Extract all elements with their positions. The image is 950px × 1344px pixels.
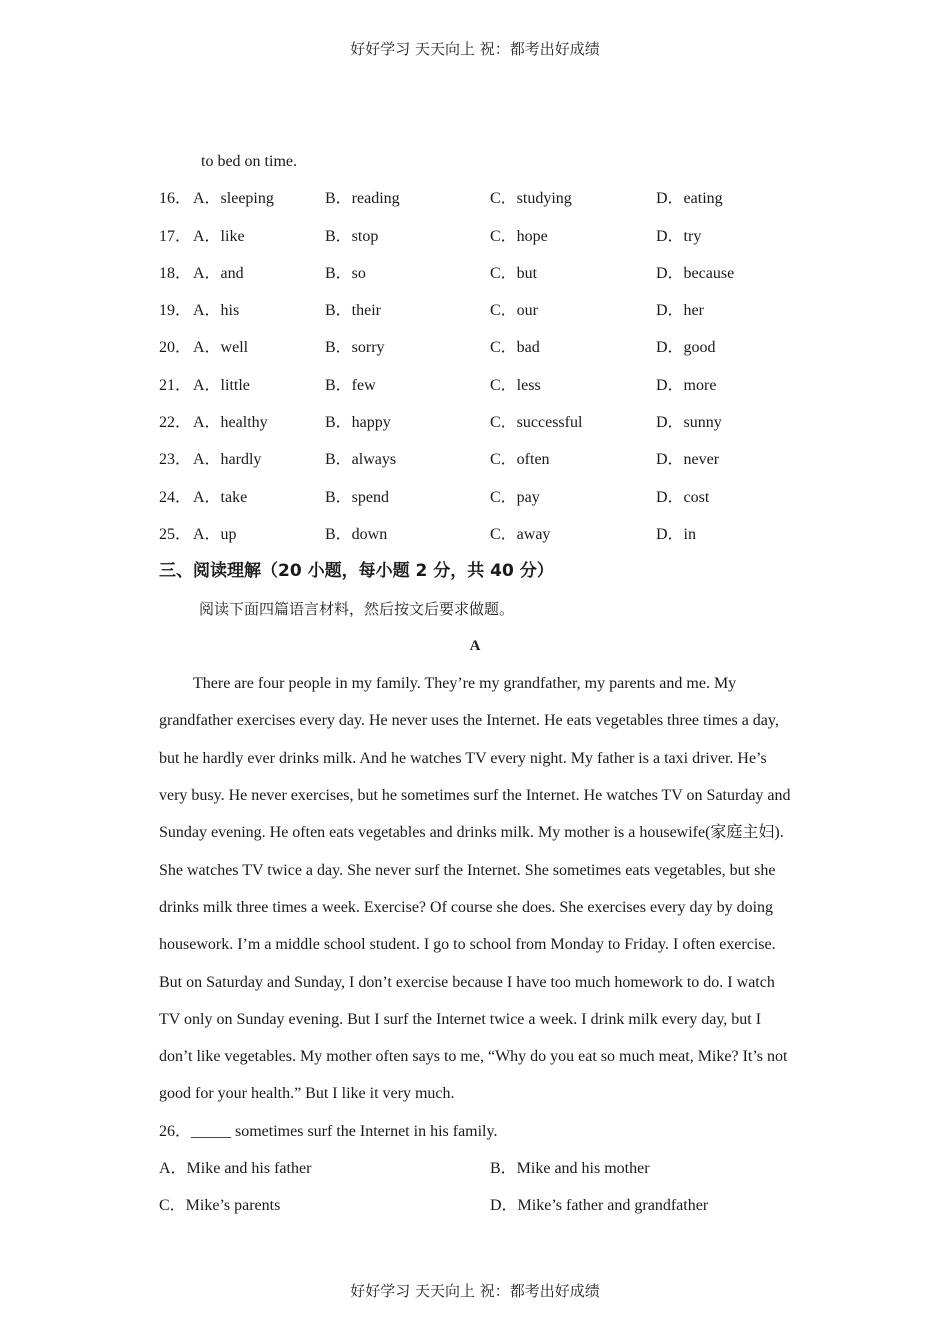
option-c: C．successful — [490, 414, 583, 432]
cloze-question-row — [159, 479, 791, 516]
question-26-option-b: B．Mike and his mother — [490, 1160, 650, 1178]
question-number: 17． — [159, 227, 192, 245]
question-number: 23． — [159, 451, 192, 469]
option-d: D．her — [656, 302, 704, 320]
option-b: B．sorry — [325, 339, 385, 357]
cloze-question-row — [159, 516, 791, 553]
option-d: D．because — [656, 264, 735, 282]
option-a: A．like — [193, 227, 245, 245]
carry-over-line: to bed on time. — [201, 153, 297, 170]
option-a: A．his — [193, 302, 240, 320]
cloze-question-row — [159, 180, 791, 217]
option-d: D．good — [656, 339, 716, 357]
option-c: C．less — [490, 376, 541, 394]
option-c: C．our — [490, 302, 539, 320]
option-b: B．reading — [325, 190, 400, 208]
question-number: 24． — [159, 488, 192, 506]
option-b: B．so — [325, 264, 366, 282]
option-c: C．bad — [490, 339, 540, 357]
option-c: C．often — [490, 451, 550, 469]
page-header: 好好学习 天天向上 祝：都考出好成绩 — [350, 40, 600, 58]
section-title: 三、阅读理解（20 小题，每小题 2 分，共 40 分） — [159, 561, 554, 582]
question-number: 19． — [159, 302, 192, 320]
question-26-option-c: C．Mike’s parents — [159, 1197, 281, 1215]
option-d: D．sunny — [656, 414, 722, 432]
option-b: B．always — [325, 451, 397, 469]
cloze-question-row — [159, 255, 791, 292]
option-a: A．little — [193, 376, 250, 394]
option-d: D．in — [656, 525, 697, 543]
option-b: B．spend — [325, 488, 390, 506]
question-number: 22． — [159, 414, 192, 432]
question-number: 20． — [159, 339, 192, 357]
passage-label: A — [469, 637, 481, 654]
option-c: C．away — [490, 525, 551, 543]
cloze-question-row — [159, 367, 791, 404]
option-d: D．cost — [656, 488, 710, 506]
option-a: A．hardly — [193, 451, 262, 469]
question-26-stem: 26．_____ sometimes surf the Internet in his family. — [159, 1122, 498, 1140]
option-a: A．well — [193, 339, 249, 357]
option-a: A．healthy — [193, 414, 268, 432]
option-c: C．studying — [490, 190, 572, 208]
cloze-question-row — [159, 329, 791, 366]
option-b: B．stop — [325, 227, 379, 245]
cloze-question-row — [159, 292, 791, 329]
option-d: D．never — [656, 451, 720, 469]
option-b: B．their — [325, 302, 381, 320]
page-footer: 好好学习 天天向上 祝：都考出好成绩 — [350, 1282, 600, 1300]
option-a: A．and — [193, 264, 244, 282]
passage-paragraph: There are four people in my family. They’re my grandfather, my parents and me. My grandfather exercises every day. He never uses the Internet. He eats vegetables three times a day, but he hardly ever drinks milk. And he watches TV every night. My father is a taxi driver. He’s very busy. He never exercises, but he sometimes surf the Internet. He watches TV on Saturday and Sunday evening. He often eats vegetables and drinks milk. My mother is a housewife(家庭主妇). She watches TV twice a day. She never surf the Internet. She sometimes eats vegetables, but she drinks milk three times a week. Exercise? Of course she does. She exercises every day by doing housework. I’m a middle school student. I go to school from Monday to Friday. I often exercise. But on Saturday and Sunday, I don’t exercise because I have too much homework to do. I watch TV only on Sunday evening. But I surf the Internet twice a week. I drink milk every day, but I don’t like vegetables. My mother often says to me, “Why do you eat so much meat, Mike? It’s not good for your health.” But I like it very much. — [159, 675, 791, 1103]
question-26-option-d: D．Mike’s father and grandfather — [490, 1197, 709, 1215]
option-b: B．down — [325, 525, 388, 543]
option-c: C．hope — [490, 227, 548, 245]
question-26-option-a: A．Mike and his father — [159, 1160, 312, 1178]
question-number: 18． — [159, 264, 192, 282]
option-b: B．happy — [325, 414, 391, 432]
question-number: 21． — [159, 376, 192, 394]
option-d: D．eating — [656, 190, 723, 208]
section-instruction: 阅读下面四篇语言材料，然后按文后要求做题。 — [199, 599, 515, 618]
cloze-question-row — [159, 441, 791, 478]
option-a: A．up — [193, 525, 237, 543]
cloze-options-list — [159, 180, 791, 553]
option-b: B．few — [325, 376, 376, 394]
option-a: A．take — [193, 488, 248, 506]
page-content — [159, 143, 791, 1225]
option-a: A．sleeping — [193, 190, 274, 208]
option-d: D．try — [656, 227, 702, 245]
cloze-question-row — [159, 218, 791, 255]
question-26-options-row-1 — [159, 1150, 791, 1187]
question-26-options-row-2 — [159, 1187, 791, 1224]
option-c: C．pay — [490, 488, 540, 506]
question-number: 16． — [159, 190, 192, 208]
option-c: C．but — [490, 264, 538, 282]
question-number: 25． — [159, 525, 192, 543]
option-d: D．more — [656, 376, 717, 394]
cloze-question-row — [159, 404, 791, 441]
